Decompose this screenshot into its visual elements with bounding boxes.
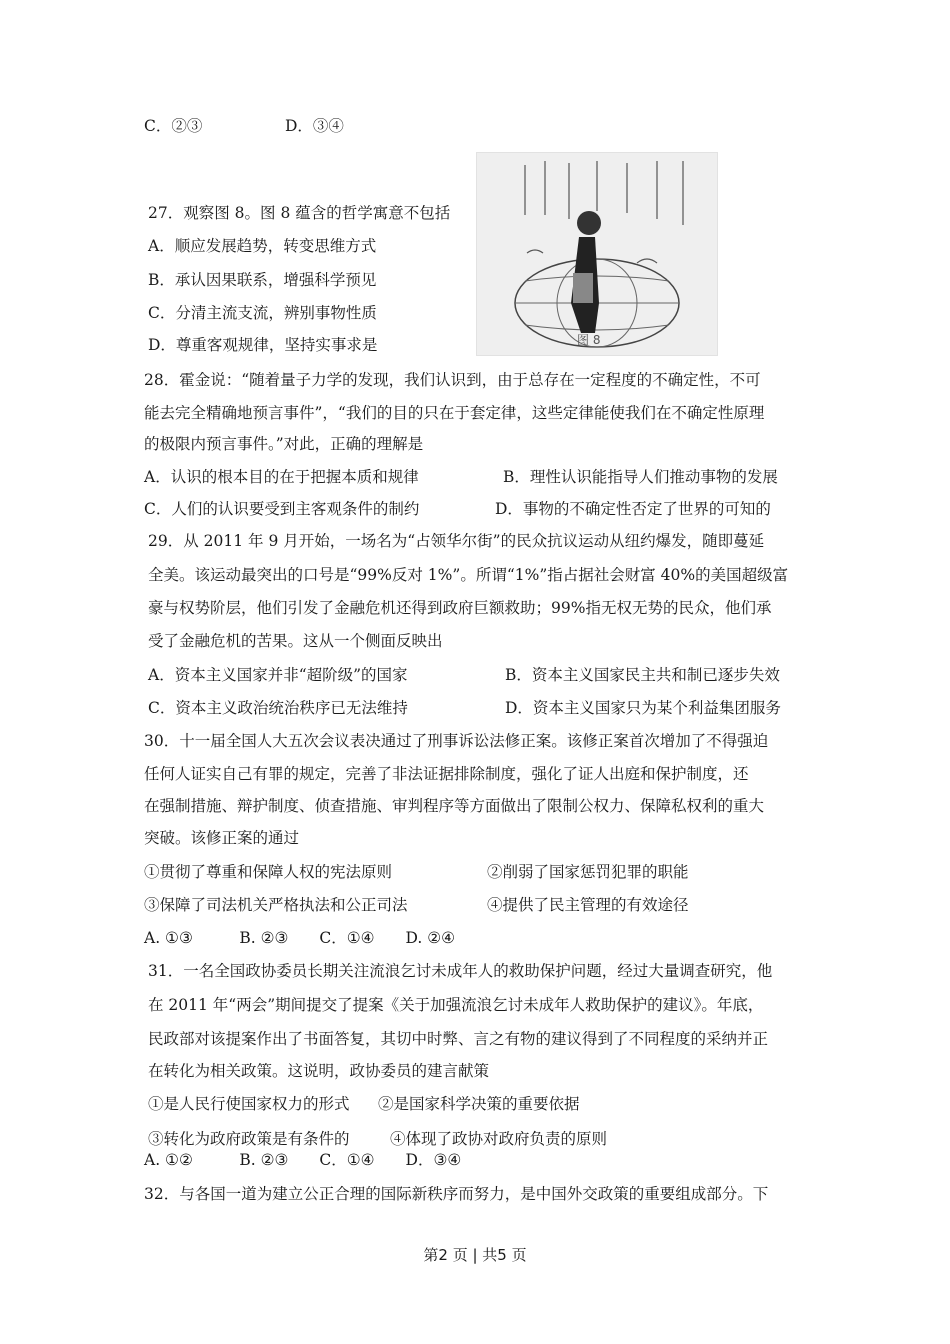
q27-option-d: D．尊重客观规律，坚持实事求是 (148, 336, 378, 354)
q29-option-c: C．资本主义政治统治秩序已无法维持 (148, 699, 408, 717)
q26-option-c: C．②③ (144, 117, 203, 135)
q28-line-3: 的极限内预言事件。”对此，正确的理解是 (144, 435, 424, 453)
q30-statement-4: ④提供了民主管理的有效途径 (487, 896, 689, 914)
q32-line-1: 32．与各国一道为建立公正合理的国际新秩序而努力，是中国外交政策的重要组成部分。下 (144, 1185, 769, 1203)
q29-option-a: A．资本主义国家并非“超阶级”的国家 (148, 666, 408, 684)
q30-statement-3: ③保障了司法机关严格执法和公正司法 (144, 896, 408, 914)
q27-option-c: C．分清主流支流，辨别事物性质 (148, 304, 377, 322)
q28-line-1: 28．霍金说：“随着量子力学的发现，我们认识到，由于总存在一定程度的不确定性，不可 (144, 371, 761, 389)
q30-choices: A. ①③ B. ②③ C．①④ D. ②④ (144, 929, 456, 947)
figure-8-cartoon (476, 152, 718, 356)
q28-option-c: C．人们的认识要受到主客观条件的制约 (144, 500, 420, 518)
q30-line-3: 在强制措施、辩护制度、侦查措施、审判程序等方面做出了限制公权力、保障私权利的重大 (144, 797, 765, 815)
q30-line-4: 突破。该修正案的通过 (144, 829, 300, 847)
q31-line-3: 民政部对该提案作出了书面答复，其切中时弊、言之有物的建议得到了不同程度的采纳并正 (148, 1030, 769, 1048)
q31-line-2: 在 2011 年“两会”期间提交了提案《关于加强流浪乞讨未成年人救助保护的建议》。年底， (148, 996, 764, 1014)
q29-line-1: 29．从 2011 年 9 月开始，一场名为“占领华尔街”的民众抗议运动从纽约爆发，随即蔓延 (148, 532, 765, 550)
q31-line-4: 在转化为相关政策。这说明，政协委员的建言献策 (148, 1062, 490, 1080)
q29-option-b: B．资本主义国家民主共和制已逐步失效 (505, 666, 780, 684)
q26-option-d: D．③④ (285, 117, 344, 135)
q30-line-2: 任何人证实自己有罪的规定，完善了非法证据排除制度，强化了证人出庭和保护制度，还 (144, 765, 749, 783)
q28-line-2: 能去完全精确地预言事件”，“我们的目的只在于套定律，这些定律能使我们在不确定性原理 (144, 404, 765, 422)
q29-line-2: 全美。该运动最突出的口号是“99%反对 1%”。所谓“1%”指占据社会财富 40%的美国超级富 (148, 566, 789, 584)
q30-line-1: 30．十一届全国人大五次会议表决通过了刑事诉讼法修正案。该修正案首次增加了不得强迫 (144, 732, 769, 750)
q29-line-3: 豪与权势阶层，他们引发了金融危机还得到政府巨额救助；99%指无权无势的民众，他们承 (148, 599, 772, 617)
q28-option-b: B．理性认识能指导人们推动事物的发展 (503, 468, 778, 486)
q30-statement-2: ②削弱了国家惩罚犯罪的职能 (487, 863, 689, 881)
q31-statement-3: ③转化为政府政策是有条件的 (148, 1130, 350, 1148)
page-footer: 第2 页 | 共5 页 (423, 1246, 527, 1264)
q27-stem: 27．观察图 8。图 8 蕴含的哲学寓意不包括 (148, 204, 451, 222)
q27-option-b: B．承认因果联系，增强科学预见 (148, 271, 377, 289)
q30-statement-1: ①贯彻了尊重和保障人权的宪法原则 (144, 863, 393, 881)
figure-caption: 图 8 (577, 333, 601, 347)
q31-choices: A. ①② B. ②③ C．①④ D．③④ (144, 1151, 462, 1169)
q28-option-d: D．事物的不确定性否定了世界的可知的 (495, 500, 771, 518)
q28-option-a: A．认识的根本目的在于把握本质和规律 (144, 468, 419, 486)
q27-option-a: A．顺应发展趋势，转变思维方式 (148, 237, 377, 255)
q31-statement-1: ①是人民行使国家权力的形式 (148, 1095, 350, 1113)
q31-statement-4: ④体现了政协对政府负责的原则 (390, 1130, 608, 1148)
q31-line-1: 31．一名全国政协委员长期关注流浪乞讨未成年人的救助保护问题，经过大量调查研究，他 (148, 962, 773, 980)
q29-line-4: 受了金融危机的苦果。这从一个侧面反映出 (148, 632, 443, 650)
q31-statement-2: ②是国家科学决策的重要依据 (378, 1095, 580, 1113)
globe-person-illustration (477, 153, 717, 355)
q29-option-d: D．资本主义国家只为某个利益集团服务 (505, 699, 781, 717)
